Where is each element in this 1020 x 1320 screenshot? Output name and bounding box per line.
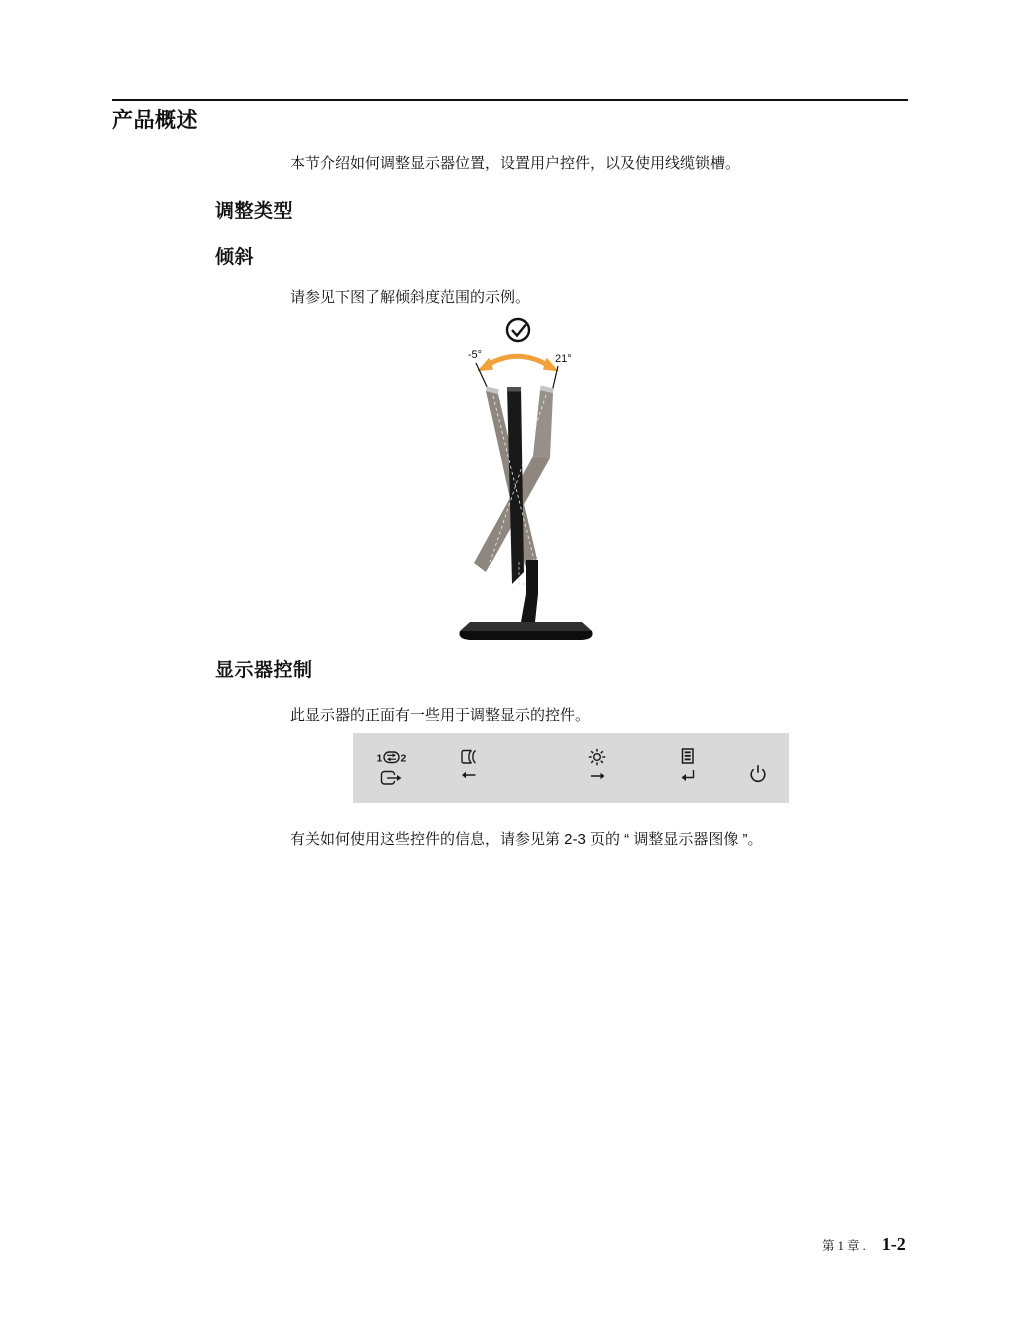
section-heading-adjust-types: 调整类型	[215, 201, 294, 222]
page-footer	[822, 1234, 906, 1255]
control-bar	[353, 733, 789, 803]
control-group-brightness	[588, 748, 606, 781]
tilt-max-label: 21°	[555, 353, 572, 365]
controls-caption: 此显示器的正面有一些用于调整显示的控件。	[290, 707, 591, 724]
tilt-arc-arrow	[477, 356, 559, 371]
control-group-power	[749, 764, 767, 783]
section-heading-tilt: 倾斜	[215, 247, 255, 268]
header-rule	[112, 99, 908, 101]
stand-base	[459, 622, 592, 640]
intro-paragraph: 本节介绍如何调整显示器位置，设置用户控件，以及使用线缆锁槽。	[290, 155, 741, 172]
page-title: 产品概述	[112, 109, 198, 132]
control-group-auto	[461, 749, 478, 780]
brightness-icon	[588, 748, 606, 766]
right-arrow-icon	[590, 771, 605, 781]
menu-icon	[682, 748, 695, 764]
power-icon	[749, 764, 767, 783]
tilt-figure	[440, 310, 620, 650]
controls-note: 有关如何使用这些控件的信息，请参见第 2-3 页的 “ 调整显示器图像 ”。	[290, 831, 763, 848]
exit-icon	[381, 770, 404, 786]
svg-text:1: 1	[376, 752, 383, 765]
tilt-min-label: -5°	[467, 349, 482, 361]
section-heading-controls: 显示器控制	[215, 660, 313, 681]
footer-page-number: 1-2	[881, 1234, 906, 1254]
left-arrow-icon	[462, 770, 477, 780]
monitor-side-view	[459, 386, 592, 641]
auto-image-icon	[461, 749, 478, 765]
footer-chapter-label: 第 1 章 .	[822, 1239, 866, 1253]
control-group-menu	[681, 748, 696, 782]
control-group-input	[377, 749, 408, 786]
svg-text:2: 2	[400, 752, 407, 765]
tilt-caption: 请参见下图了解倾斜度范围的示例。	[290, 289, 531, 306]
enter-icon	[681, 769, 696, 782]
input-switch-icon	[377, 749, 408, 765]
checkmark-circle-icon	[507, 319, 529, 341]
